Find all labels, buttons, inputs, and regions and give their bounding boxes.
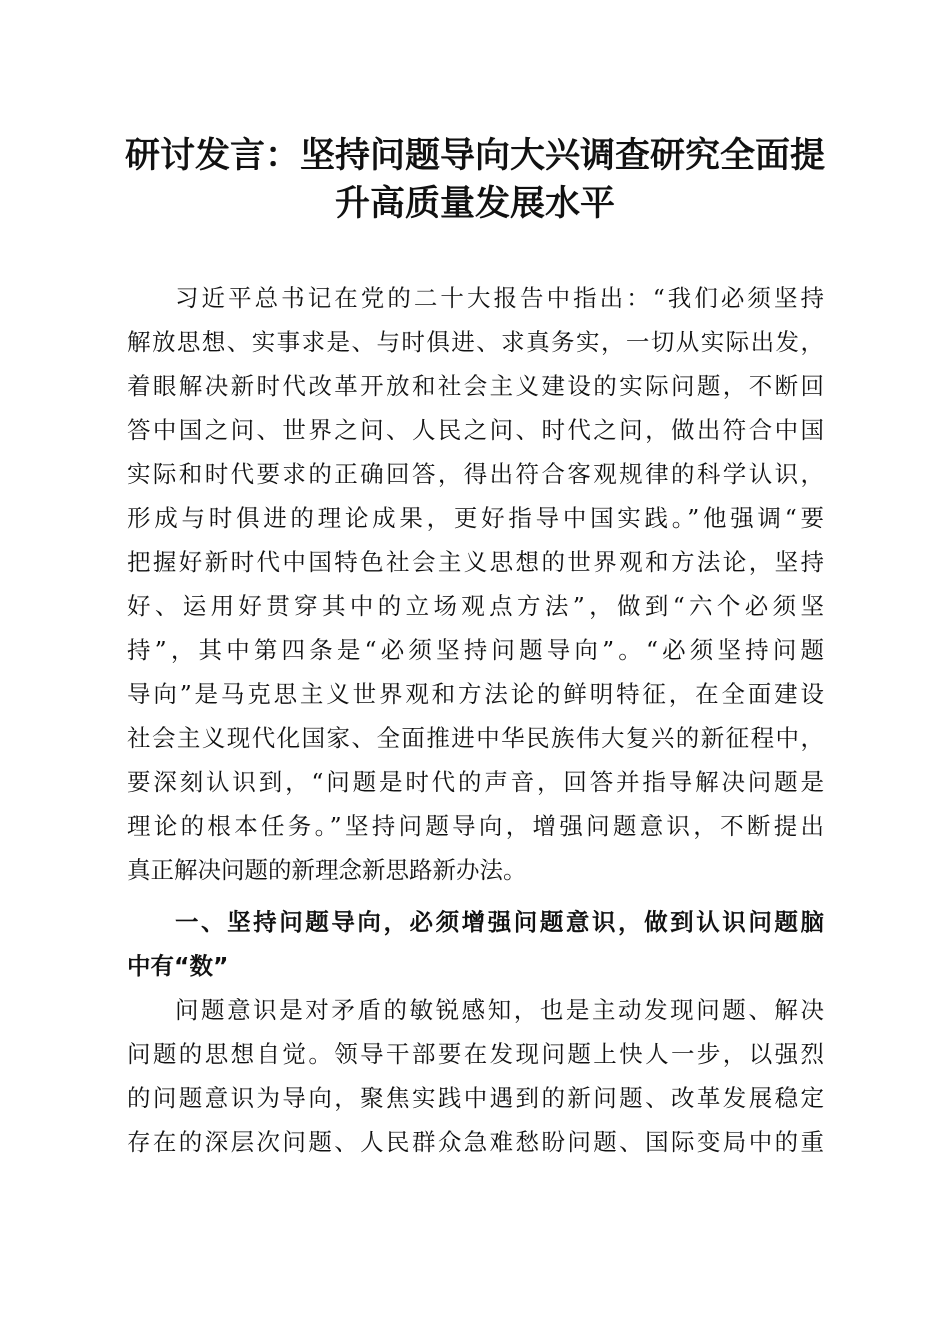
text-line: 要深刻认识到，“问题是时代的声音，回答并指导解决问题是: [127, 768, 824, 796]
text-line: 持”，其中第四条是“必须坚持问题导向”。“必须坚持问题: [127, 636, 824, 664]
text-line: 答中国之问、世界之问、人民之问、时代之问，做出符合中国: [127, 416, 824, 444]
text-line: 着眼解决新时代改革开放和社会主义建设的实际问题，不断回: [127, 372, 824, 400]
text-line: 把握好新时代中国特色社会主义思想的世界观和方法论，坚持: [127, 548, 824, 576]
text-line: 习近平总书记在党的二十大报告中指出：“我们必须坚持: [175, 284, 824, 312]
text-line: 社会主义现代化国家、全面推进中华民族伟大复兴的新征程中，: [127, 724, 824, 752]
text-line: 形成与时俱进的理论成果，更好指导中国实践。”他强调“要: [127, 504, 824, 532]
text-line: 问题意识是对矛盾的敏锐感知，也是主动发现问题、解决: [175, 996, 824, 1024]
text-line: 存在的深层次问题、人民群众急难愁盼问题、国际变局中的重: [127, 1128, 824, 1156]
heading-line: 中有“数”: [127, 952, 229, 980]
text-line: 解放思想、实事求是、与时俱进、求真务实，一切从实际出发，: [127, 328, 824, 356]
text-line: 理论的根本任务。”坚持问题导向，增强问题意识，不断提出: [127, 812, 824, 840]
text-line: 好、运用好贯穿其中的立场观点方法”，做到“六个必须坚: [127, 592, 824, 620]
text-line: 导向”是马克思主义世界观和方法论的鲜明特征，在全面建设: [127, 680, 824, 708]
text-line: 真正解决问题的新理念新思路新办法。: [127, 856, 527, 884]
heading-line: 一、坚持问题导向，必须增强问题意识，做到认识问题脑: [175, 908, 824, 936]
text-line: 问题的思想自觉。领导干部要在发现问题上快人一步，以强烈: [127, 1040, 824, 1068]
document-title-line-1: 研讨发言：坚持问题导向大兴调查研究全面提: [124, 135, 825, 176]
text-line: 的问题意识为导向，聚焦实践中遇到的新问题、改革发展稳定: [127, 1084, 824, 1112]
document-title-line-2: 升高质量发展水平: [334, 183, 615, 224]
text-line: 实际和时代要求的正确回答，得出符合客观规律的科学认识，: [127, 460, 824, 488]
